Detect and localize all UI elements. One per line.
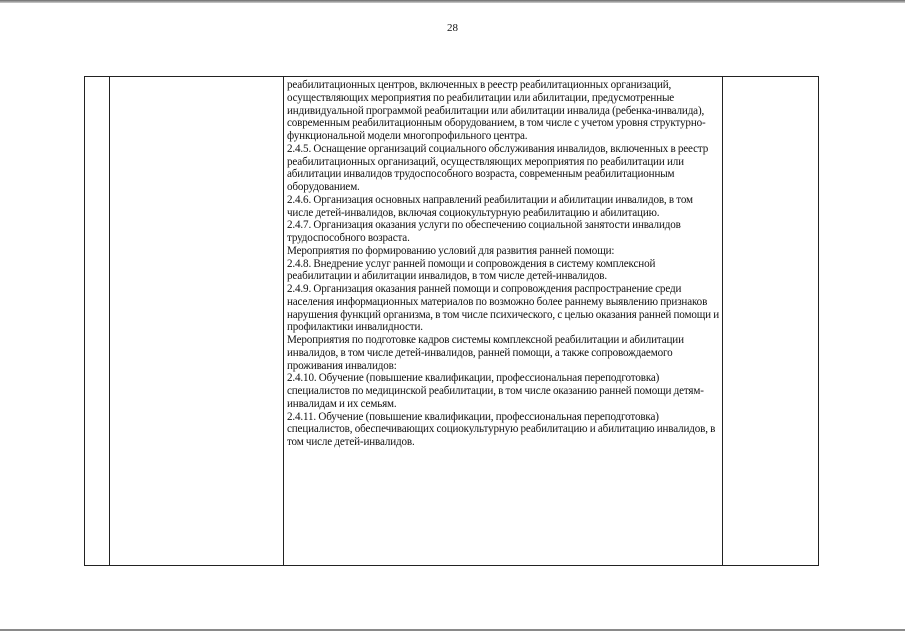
scan-edge-top bbox=[0, 0, 905, 3]
page-number: 28 bbox=[447, 22, 458, 34]
paragraph-2-4-10: 2.4.10. Обучение (повышение квалификации, профессиональная переподготовка) специалистов по медицинской реабилитации, в том числе оказанию ранней помощи детям-инвалидам и их семьям. bbox=[287, 372, 704, 410]
paragraph-intro: реабилитационных центров, включенных в реестр реабилитационных организаций, осуществляющих мероприятия по реабилитации или абилитации, предусмотренные индивидуальной программой реабилитации или абилитации инвалида (ребенка-инвалида), современным реабилитационным оборудованием, в том числе с учетом уровня структурно-функциональной модели многопрофильного центра. bbox=[287, 79, 706, 142]
table-row bbox=[85, 77, 819, 566]
notes-cell bbox=[723, 77, 819, 566]
title-cell bbox=[110, 77, 284, 566]
paragraph-staff-training-heading: Мероприятия по подготовке кадров системы комплексной реабилитации и абилитации инвалидов, в том числе детей-инвалидов, ранней помощи, а также сопровождаемого проживания инвалидов: bbox=[287, 334, 684, 372]
content-cell bbox=[284, 77, 723, 566]
paragraph-2-4-11: 2.4.11. Обучение (повышение квалификации, профессиональная переподготовка) специалистов, обеспечивающих социокультурную реабилитацию и абилитацию инвалидов, в том числе детей-инвалидов. bbox=[287, 410, 716, 448]
scan-edge-bottom bbox=[0, 629, 905, 631]
paragraph-2-4-9: 2.4.9. Организация оказания ранней помощи и сопровождения распространение среди населения информационных материалов по возможно более раннему выявлению признаков нарушения функций организма, в том числе психического, с целью оказания ранней помощи и профилактики инвалидности. bbox=[287, 283, 720, 334]
paragraph-2-4-5: 2.4.5. Оснащение организаций социального обслуживания инвалидов, включенных в реестр реабилитационных организаций, осуществляющих мероприятия по реабилитации или абилитации инвалидов трудоспособного возраста, современным реабилитационным оборудованием. bbox=[287, 142, 709, 193]
document-table bbox=[84, 76, 819, 566]
paragraph-2-4-6: 2.4.6. Организация основных направлений реабилитации и абилитации инвалидов, в том числе детей-инвалидов, включая социокультурную реабилитацию и абилитацию. bbox=[287, 193, 693, 219]
paragraph-2-4-7: 2.4.7. Организация оказания услуги по обеспечению социальной занятости инвалидов трудоспособного возраста. bbox=[287, 219, 681, 244]
paragraph-2-4-8: 2.4.8. Внедрение услуг ранней помощи и сопровождения в систему комплексной реабилитации и абилитации инвалидов, в том числе детей-инвалидов. bbox=[287, 257, 656, 283]
paragraph-early-help-heading: Мероприятия по формированию условий для развития ранней помощи: bbox=[287, 244, 615, 257]
number-cell bbox=[85, 77, 110, 566]
